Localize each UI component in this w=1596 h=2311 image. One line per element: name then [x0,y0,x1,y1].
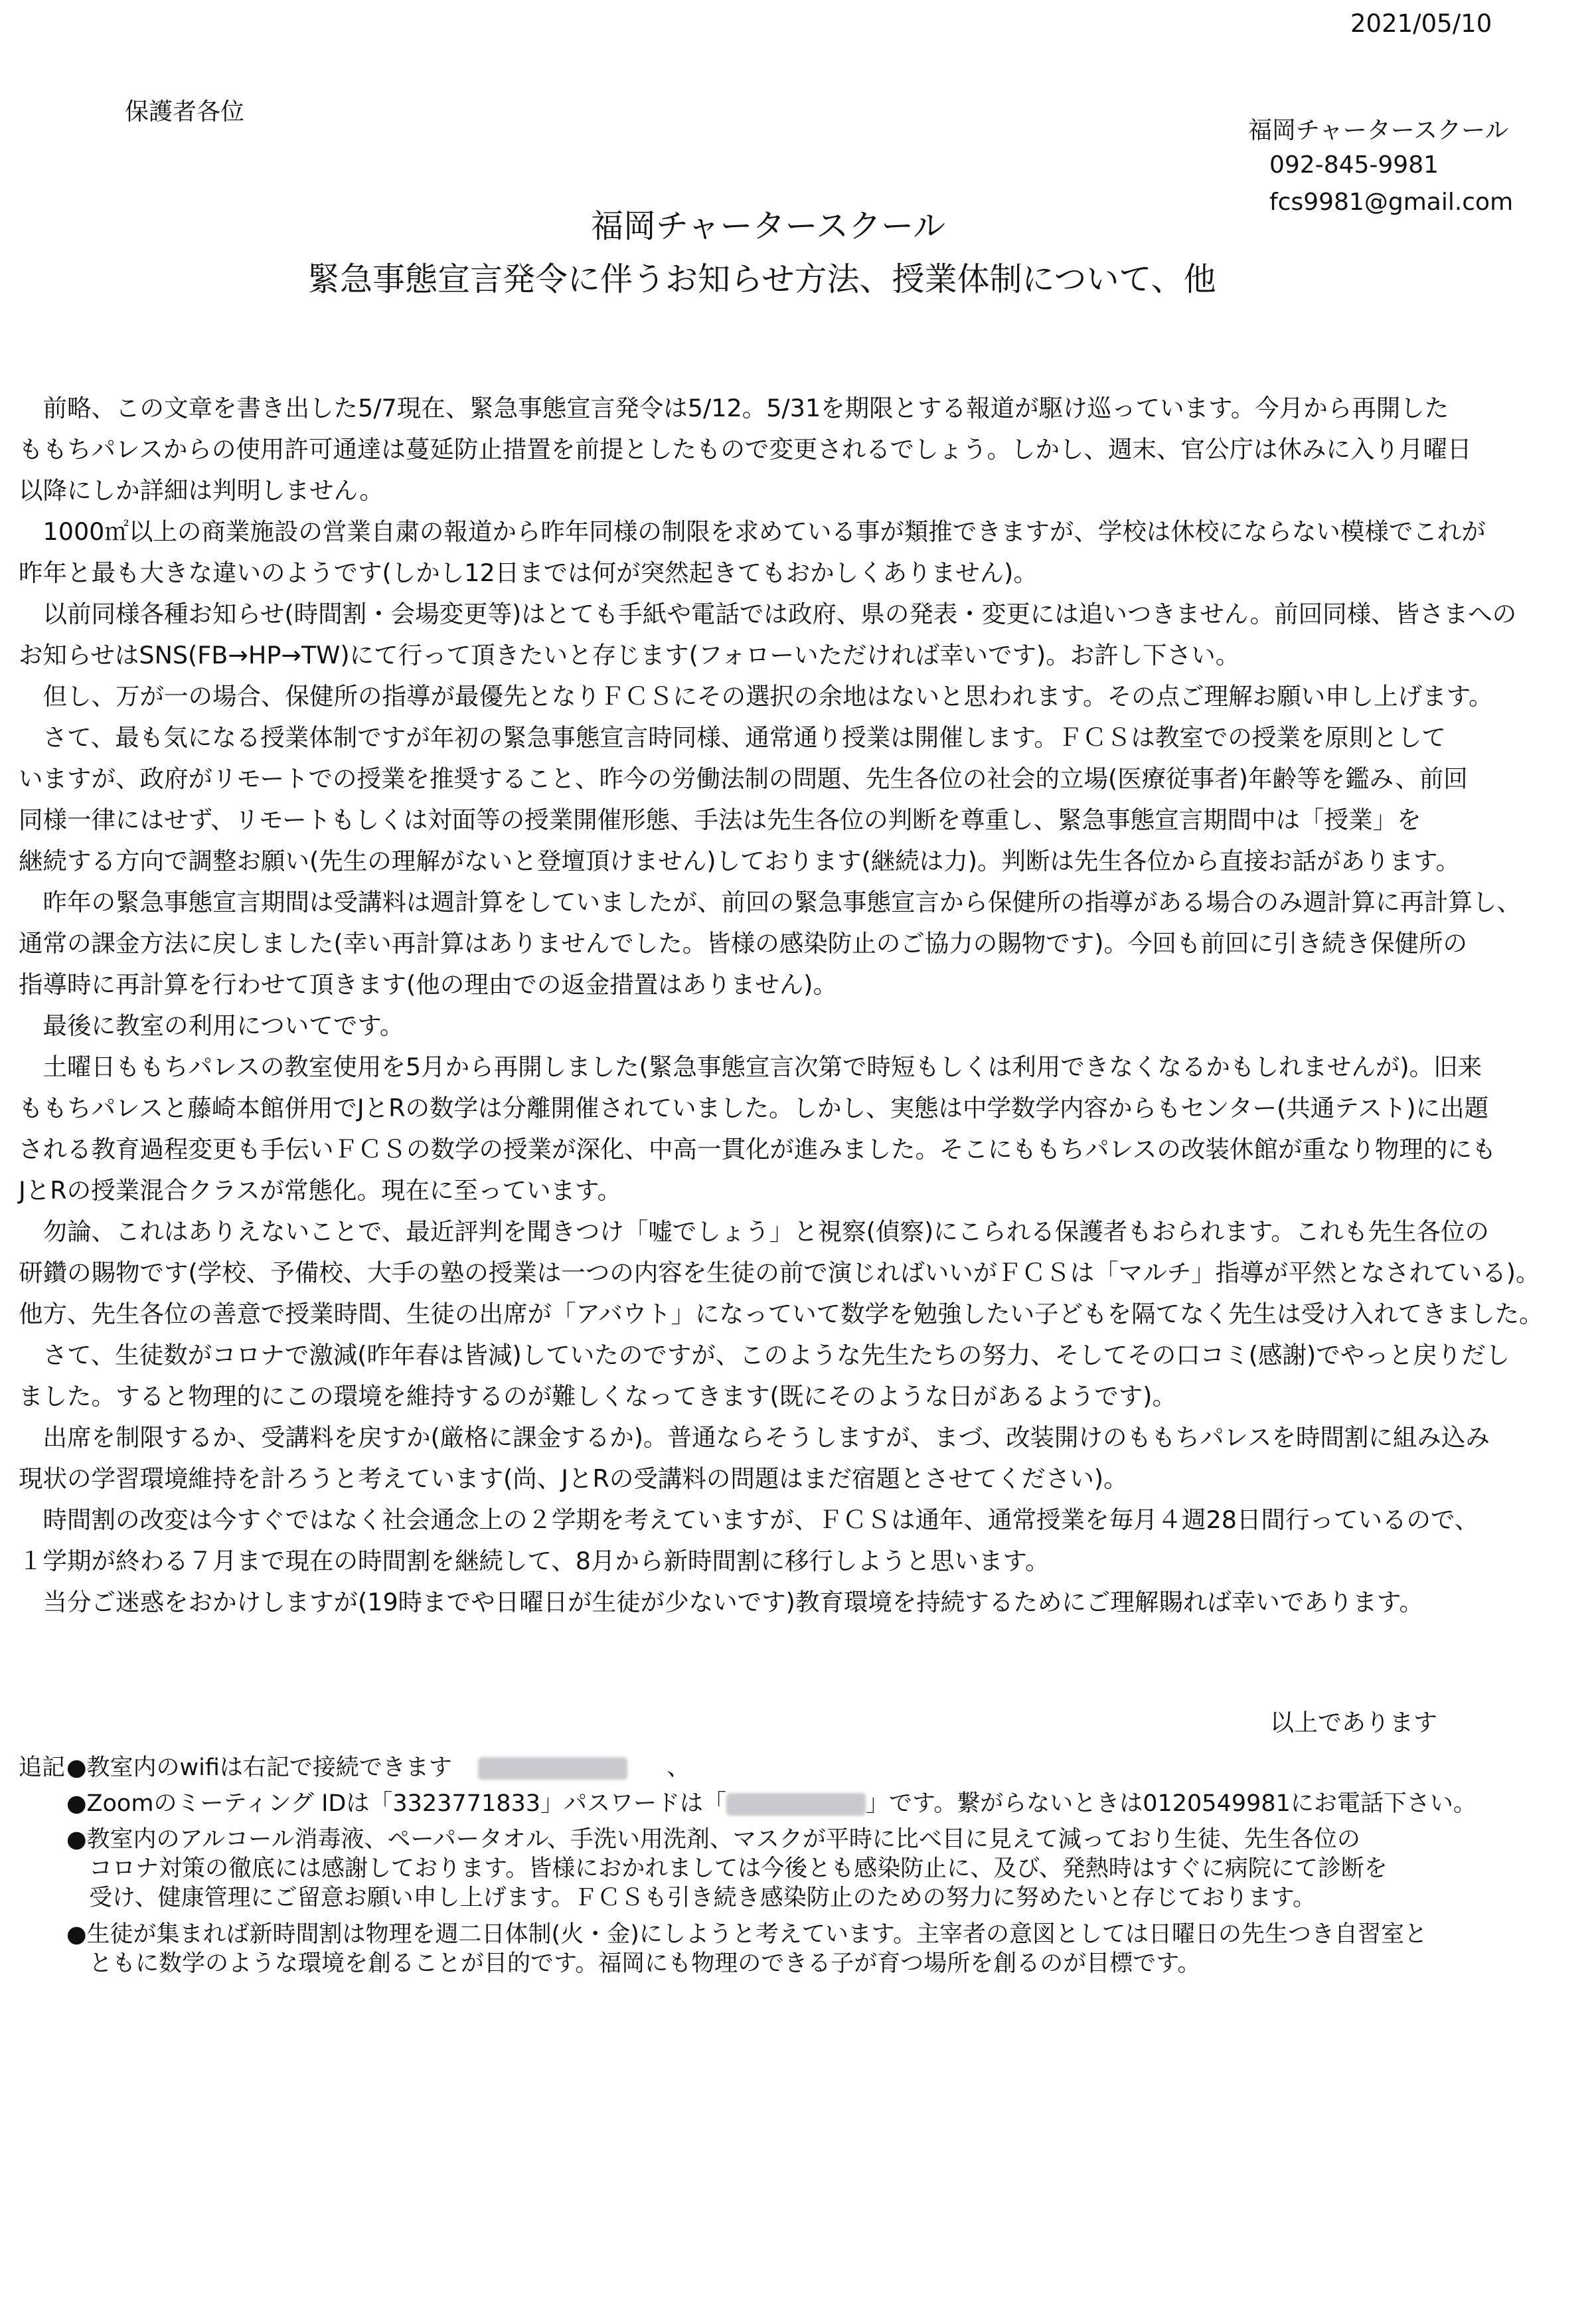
body-line: 研鑽の賜物です(学校、予備校、大手の塾の授業は一つの内容を生徒の前で演じればいいがＦＣＳは「マルチ」指導が平然となされている)。 [19,1258,1540,1287]
body-line: さて、最も気になる授業体制ですが年初の緊急事態宣言時同様、通常通り授業は開催します。ＦＣＳは教室での授業を原則として [19,723,1446,752]
body-line: 昨年と最も大きな違いのようです(しかし12日までは何が突然起きてもおかしくありません)。 [19,558,1038,587]
body-line: さて、生徒数がコロナで激減(昨年春は皆減)していたのですが、このような先生たちの努力、そしてその口コミ(感謝)でやっと戻りだし [19,1341,1510,1369]
body-line: 勿論、これはありえないことで、最近評判を聞きつけ「嘘でしょう」と視察(偵察)にこられる保護者もおられます。これも先生各位の [19,1217,1489,1246]
body-line: いますが、政府がリモートでの授業を推奨すること、昨今の労働法制の問題、先生各位の社会的立場(医療従事者)年齢等を鑑み、前回 [19,764,1468,793]
sender-phone: 092-845-9981 [1269,151,1439,179]
body-line: ももちパレスと藤崎本館併用でJとRの数学は分離開催されていました。しかし、実態は中学数学内容からもセンター(共通テスト)に出題 [19,1094,1489,1122]
postscript-wifi [66,1749,690,1782]
postscript-physics-line: ●生徒が集まれば新時間割は物理を週二日体制(火・金)にしようと考えています。主宰者の意図としては日曜日の先生つき自習室と [66,1921,1428,1948]
sender-name: 福岡チャータースクール [1248,117,1509,144]
body-line: 昨年の緊急事態宣言期間は受講料は週計算をしていましたが、前回の緊急事態宣言から保健所の指導がある場合のみ週計算に再計算し、 [19,888,1521,916]
body-line: 時間割の改変は今すぐではなく社会通念上の２学期を考えていますが、ＦＣＳは通年、通常授業を毎月４週28日間行っているので、 [19,1505,1479,1534]
title-subject: 緊急事態宣言発令に伴うお知らせ方法、授業体制について、他 [307,260,1216,298]
body-line: 但し、万が一の場合、保健所の指導が最優先となりＦＣＳにその選択の余地はないと思われます。その点ご理解お願い申し上げます。 [19,682,1493,711]
redacted-zoom-password [726,1793,866,1816]
postscript-wifi-tail: 、 [667,1755,690,1781]
body-line: JとRの授業混合クラスが常態化。現在に至っています。 [19,1176,622,1205]
body-line: 現状の学習環境維持を計ろうと考えています(尚、JとRの受講料の問題はまだ宿題とさせてください)。 [19,1464,1128,1493]
body-line: 最後に教室の利用についてです。 [19,1011,404,1040]
document-date: 2021/05/10 [1350,9,1492,38]
postscript-zoom-pre: ●Zoomのミーティング IDは「3323771833」パスワードは「 [66,1790,727,1817]
body-line: 指導時に再計算を行わせて頂きます(他の理由での返金措置はありません)。 [19,970,837,999]
addressee: 保護者各位 [125,98,245,126]
closing-remark: 以上であります [1270,1709,1438,1737]
body-line: 同様一律にはせず、リモートもしくは対面等の授業開催形態、手法は先生各位の判断を尊重し、緊急事態宣言期間中は「授業」を [19,806,1421,834]
postscript-zoom [66,1785,1476,1818]
body-line: ももちパレスからの使用許可通達は蔓延防止措置を前提としたもので変更されるでしょう。しかし、週末、官公庁は休みに入り月曜日 [19,435,1472,464]
postscript-physics-line: ともに数学のような環境を創ることが目的です。福岡にも物理のできる子が育つ場所を創るのが目標です。 [89,1950,1201,1977]
body-line: 継続する方向で調整お願い(先生の理解がないと登壇頂けません)しております(継続は力)。判断は先生各位から直接お話があります。 [19,847,1461,875]
body-line: される教育過程変更も手伝いＦＣＳの数学の授業が深化、中高一貫化が進みました。そこにももちパレスの改装休館が重なり物理的にも [19,1135,1496,1163]
body-line: 通常の課金方法に戻しました(幸い再計算はありませんでした。皆様の感染防止のご協力の賜物です)。今回も前回に引き続き保健所の [19,929,1467,958]
postscript-hygiene-line: ●教室内のアルコール消毒液、ペーパータオル、手洗い用洗剤、マスクが平時に比べ目に見えて減っており生徒、先生各位の [66,1826,1360,1853]
postscript-hygiene-line: コロナ対策の徹底には感謝しております。皆様におかれましては今後とも感染防止に、及び、発熱時はすぐに病院にて診断を [89,1855,1388,1882]
body-line: 以降にしか詳細は判明しません。 [19,476,384,505]
postscript-zoom-post: 」です。繋がらないときは0120549981にお電話下さい。 [866,1790,1476,1817]
postscript-label: 追記 [19,1755,66,1781]
postscript-wifi-text: ●教室内のwifiは右記で接続できます [66,1755,452,1781]
body-line: 出席を制限するか、受講料を戻すか(厳格に課金するか)。普通ならそうしますが、まづ、改装開けのももちパレスを時間割に組み込み [19,1423,1490,1452]
sender-email: fcs9981@gmail.com [1269,189,1514,216]
redacted-wifi-credentials [478,1757,627,1780]
body-line: 他方、先生各位の善意で授業時間、生徒の出席が「アバウト」になっていて数学を勉強したい子どもを隔てなく先生は受け入れてきました。 [19,1300,1544,1328]
postscript-hygiene-line: 受け、健康管理にご留意お願い申し上げます。ＦＣＳも引き続き感染防止のための努力に努めたいと存じております。 [89,1885,1317,1911]
body-line: 1000㎡以上の商業施設の営業自粛の報道から昨年同様の制限を求めている事が類推できますが、学校は休校にならない模様でこれが [19,517,1486,546]
body-line: お知らせはSNS(FB→HP→TW)にて行って頂きたいと存じます(フォローいただければ幸いです)。お許し下さい。 [19,641,1240,669]
body-line: 前略、この文章を書き出した5/7現在、緊急事態宣言発令は5/12。5/31を期限とする報道が駆け巡っています。今月から再開した [19,394,1449,422]
body-line: 土曜日ももちパレスの教室使用を5月から再開しました(緊急事態宣言次第で時短もしくは利用できなくなるかもしれませんが)。旧来 [19,1053,1482,1081]
body-line: 以前同様各種お知らせ(時間割・会場変更等)はとても手紙や電話では政府、県の発表・変更には追いつきません。前回同様、皆さまへの [19,600,1517,628]
body-line: １学期が終わる７月まで現在の時間割を継続して、8月から新時間割に移行しようと思います。 [19,1547,1050,1575]
title-school-name: 福岡チャータースクール [591,207,946,245]
body-line: ました。すると物理的にこの環境を維持するのが難しくなってきます(既にそのような日があるようです)。 [19,1382,1176,1411]
body-line: 当分ご迷惑をおかけしますが(19時までや日曜日が生徒が少ないです)教育環境を持続するためにご理解賜れば幸いであります。 [19,1588,1424,1616]
